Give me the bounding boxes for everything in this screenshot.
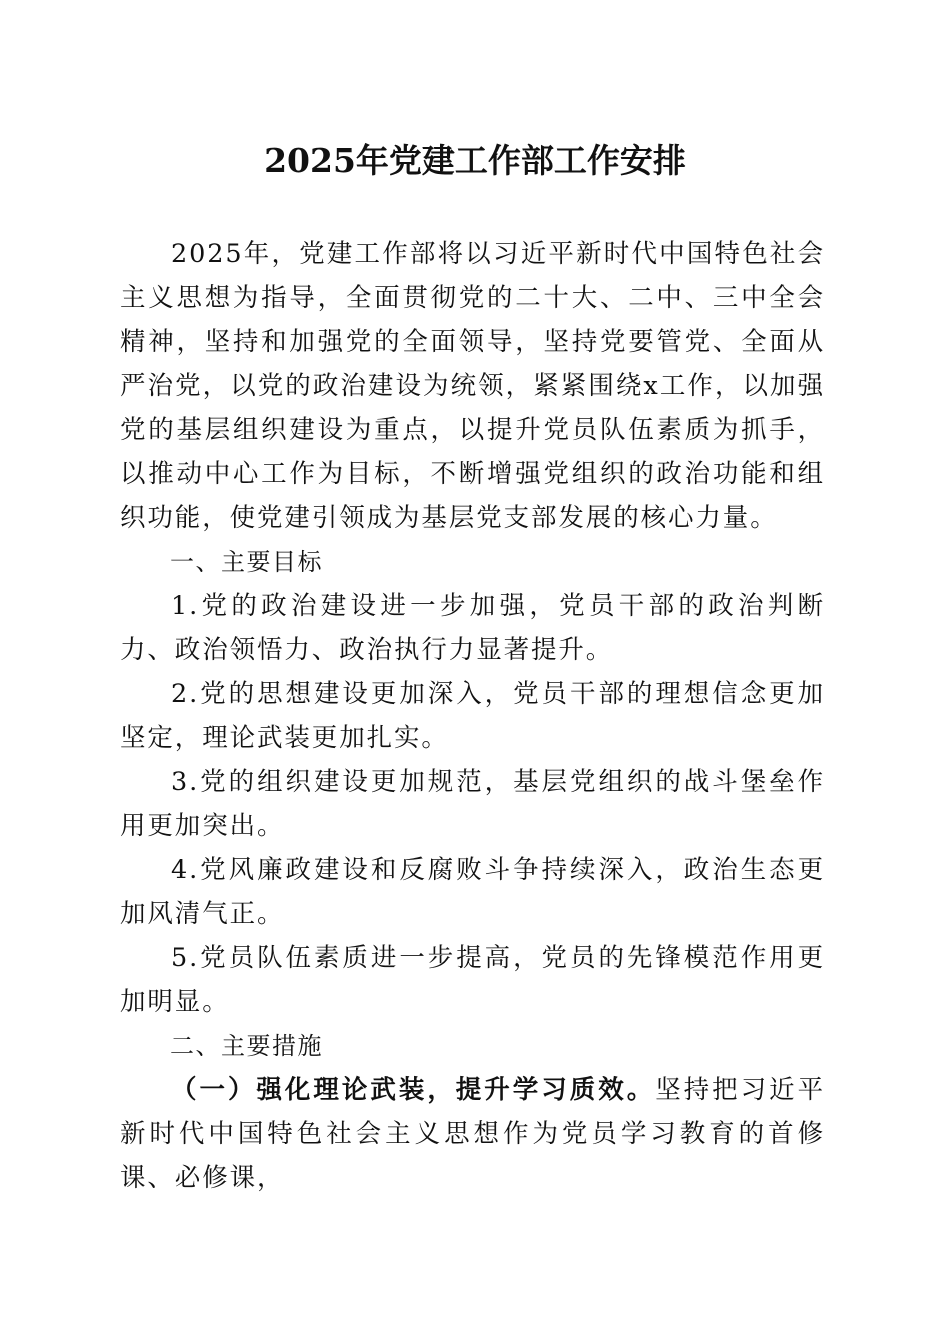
goal-item-2: 2.党的思想建设更加深入，党员干部的理想信念更加坚定，理论武装更加扎实。 xyxy=(120,679,825,753)
goal-item-5: 5.党员队伍素质进一步提高，党员的先锋模范作用更加明显。 xyxy=(120,943,825,1017)
goal-item-4: 4.党风廉政建设和反腐败斗争持续深入，政治生态更加风清气正。 xyxy=(120,855,825,929)
measure-1-lead: （一）强化理论武装，提升学习质效。 xyxy=(171,1075,656,1105)
intro-paragraph: 2025年，党建工作部将以习近平新时代中国特色社会主义思想为指导，全面贯彻党的二十大、二中、三中全会精神，坚持和加强党的全面领导，坚持党要管党、全面从严治党，以党的政治建设为统领，紧紧围绕x工作，以加强党的基层组织建设为重点，以提升党员队伍素质为抓手，以推动中心工作为目标，不断增强党组织的政治功能和组织功能，使党建引领成为基层党支部发展的核心力量。 xyxy=(120,239,825,533)
document-body xyxy=(120,232,825,1200)
goal-item-3: 3.党的组织建设更加规范，基层党组织的战斗堡垒作用更加突出。 xyxy=(120,767,825,841)
goal-item-1: 1.党的政治建设进一步加强，党员干部的政治判断力、政治领悟力、政治执行力显著提升。 xyxy=(120,591,825,665)
section-heading-measures: 二、主要措施 xyxy=(170,1032,323,1060)
measure-1-text: 坚持把习近平新时代中国特色社会主义思想作为党员学习教育的首修课、必修课， xyxy=(120,1075,825,1193)
document-title: 2025年党建工作部工作安排 xyxy=(264,141,686,180)
measure-paragraph-1 xyxy=(120,1068,825,1200)
section-heading-goals: 一、主要目标 xyxy=(170,548,323,576)
